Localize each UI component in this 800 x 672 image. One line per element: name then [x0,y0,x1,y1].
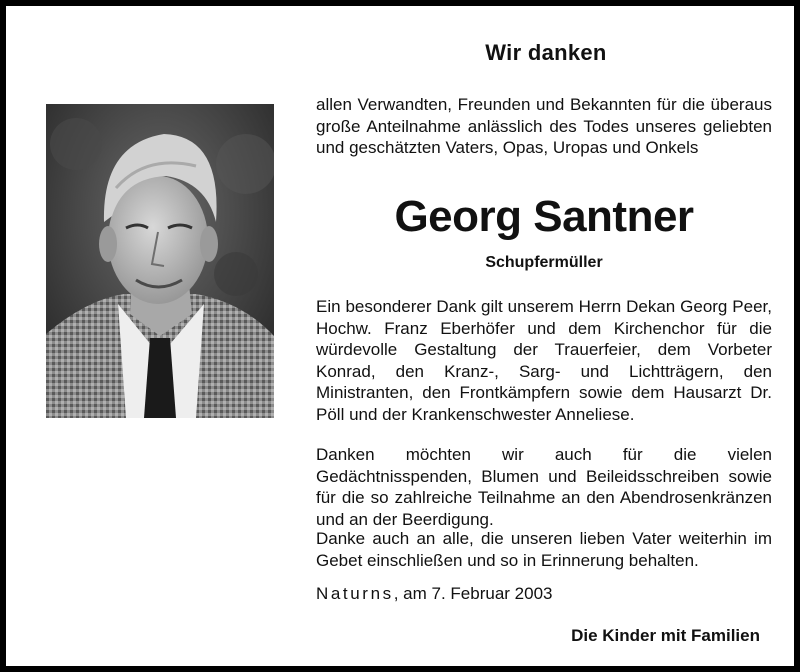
signature: Die Kinder mit Familien [571,626,760,645]
portrait-photo [46,104,274,418]
notice-heading: Wir danken [485,40,607,65]
intro-paragraph: allen Verwandten, Freunden und Bekannten für die überaus große Anteilnahme anlässlich des Todes unseres geliebten und geschätzten Vaters, Opas, Uropas und Onkels [316,95,772,157]
deceased-name: Georg Santner [394,192,694,241]
thanks-paragraph-3 [316,528,772,571]
date-text: , am 7. Februar 2003 [393,584,553,603]
paragraph-text: Ein besonderer Dank gilt unserem Herrn Dekan Georg Peer, Hochw. Franz Eberhöfer und dem Kirchenchor für die würdevolle Gestaltung der Trauerfeier, dem Vorbeter Konrad, den Kranz-, Sarg- und Lichtträgern, den Ministranten, den Frontkämpfern sowie dem Hausarzt Dr. Pöll und der Krankenschwester Anneliese. [316,297,772,424]
place-and-date [316,584,553,604]
paragraph-text: Danken möchten wir auch für die vielen Gedächtnisspenden, Blumen und Beileidsschreiben sowie für die so zahlreiche Teilnahme an den Abendrosenkränzen und an der Beerdigung. [316,445,772,529]
paragraph-text: Danke auch an alle, die unseren lieben Vater weiterhin im Gebet einschließen und so in Erinnerung behalten. [316,529,772,570]
deceased-nickname: Schupfermüller [485,254,603,271]
place-name: Naturns [316,584,394,603]
thanks-paragraph-2 [316,444,772,530]
intro-text [316,94,772,159]
thanks-paragraph-1 [316,296,772,425]
